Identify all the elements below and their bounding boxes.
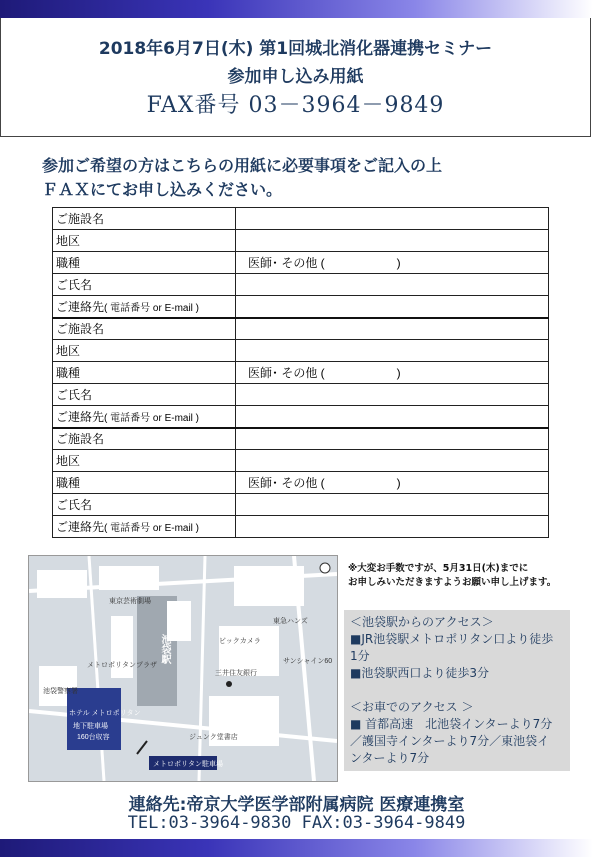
station-access-item: ■JR池袋駅メトロポリタン口より徒歩 <box>350 632 554 646</box>
contact-field[interactable] <box>236 406 549 428</box>
form-row <box>53 252 549 274</box>
registration-form <box>52 207 549 538</box>
form-row <box>53 494 549 516</box>
region-field[interactable] <box>236 450 549 472</box>
facility-field[interactable] <box>236 318 549 340</box>
contact-label-note: ( 電話番号 or E-mail ) <box>104 412 200 424</box>
form-row <box>53 516 549 538</box>
deadline-note <box>348 562 586 590</box>
form-row <box>53 428 549 450</box>
bic-camera-label: ビックカメラ <box>219 638 261 645</box>
contact-office: 連絡先:帝京大学医学部附属病院 医療連携室 <box>128 795 465 815</box>
occupation-options: 医師･ その他 ( ) <box>248 476 401 490</box>
form-row <box>53 340 549 362</box>
facility-label: ご施設名 <box>53 428 236 450</box>
name-field[interactable] <box>236 494 549 516</box>
form-title: 参加申し込み用紙 <box>227 67 364 87</box>
facility-field[interactable] <box>236 208 549 230</box>
contact-field[interactable] <box>236 296 549 318</box>
station-label: 池袋駅 <box>159 634 170 664</box>
form-row <box>53 296 549 318</box>
contact-label-note: ( 電話番号 or E-mail ) <box>104 302 200 314</box>
deadline-note-line-2: お申しみいただきますようお願い申し上げます。 <box>348 577 557 588</box>
occupation-label: 職種 <box>53 362 236 384</box>
instructions-line-2: ＦＡＸにてお申し込みください。 <box>42 180 283 199</box>
occupation-options: 医師･ その他 ( ) <box>248 256 401 270</box>
spacer <box>350 682 564 699</box>
occupation-field[interactable] <box>236 472 549 494</box>
bank-label: 三井住友銀行 <box>215 670 257 677</box>
access-map <box>28 555 338 782</box>
station-access-item: ■池袋駅西口より徒歩3分 <box>350 666 489 680</box>
region-label: 地区 <box>53 450 236 472</box>
form-row <box>53 472 549 494</box>
location-marker-icon <box>226 681 232 687</box>
event-title: 2018年6月7日(木) 第1回城北消化器連携セミナー <box>98 39 493 59</box>
parking-capacity: 160台収容 <box>77 734 110 741</box>
sunshine60-label: サンシャイン60 <box>283 658 333 665</box>
facility-label: ご施設名 <box>53 208 236 230</box>
name-label: ご氏名 <box>53 274 236 296</box>
car-access-item: ンターより7分 <box>350 751 430 765</box>
map-drawing <box>29 556 337 781</box>
north-icon <box>320 563 330 573</box>
occupation-label: 職種 <box>53 252 236 274</box>
form-row <box>53 208 549 230</box>
contact-label <box>53 296 236 318</box>
facility-label: ご施設名 <box>53 318 236 340</box>
car-access-item: ／護国寺インターより7分／東池袋イ <box>350 734 550 748</box>
form-row <box>53 450 549 472</box>
instructions-line-1: 参加ご希望の方はこちらの用紙に必要事項をご記入の上 <box>42 156 443 175</box>
access-info <box>344 610 570 771</box>
occupation-field[interactable] <box>236 362 549 384</box>
deadline-note-line-1: ※大変お手数ですが、5月31日(木)までに <box>348 563 529 574</box>
tokyu-hands-label: 東急ハンズ <box>273 618 308 625</box>
car-access-title: ＜お車でのアクセス ＞ <box>350 700 474 714</box>
bottom-gradient-bar <box>0 839 593 857</box>
form-row <box>53 274 549 296</box>
facility-field[interactable] <box>236 428 549 450</box>
contact-label-text: ご連絡先 <box>56 299 105 314</box>
police-label: 池袋警察署 <box>43 688 78 695</box>
form-row <box>53 230 549 252</box>
contact-label <box>53 516 236 538</box>
station-access-item: 1分 <box>350 649 370 663</box>
contact-phones: TEL:03-3964-9830 FAX:03-3964-9849 <box>127 813 466 833</box>
contact-label <box>53 406 236 428</box>
instructions <box>42 154 442 202</box>
map-block <box>37 570 87 598</box>
contact-label-note: ( 電話番号 or E-mail ) <box>104 523 200 534</box>
region-label: 地区 <box>53 230 236 252</box>
parking-name: メトロポリタン駐車場 <box>153 761 223 768</box>
name-label: ご氏名 <box>53 494 236 516</box>
name-field[interactable] <box>236 384 549 406</box>
contact-field[interactable] <box>236 516 549 538</box>
occupation-field[interactable] <box>236 252 549 274</box>
form-row <box>53 318 549 340</box>
occupation-options: 医師･ その他 ( ) <box>248 366 401 380</box>
parking-label: 地下駐車場 <box>73 723 108 730</box>
form-row <box>53 384 549 406</box>
form-row <box>53 406 549 428</box>
occupation-label: 職種 <box>53 472 236 494</box>
form-row <box>53 362 549 384</box>
hotel-label: ホテル メトロポリタン <box>69 710 141 717</box>
header-box <box>0 18 591 137</box>
contact-label-text: ご連絡先 <box>56 520 105 534</box>
name-label: ご氏名 <box>53 384 236 406</box>
metropolitan-plaza-label: メトロポリタンプラザ <box>87 662 157 669</box>
contact-label-text: ご連絡先 <box>56 409 105 424</box>
fax-number: FAX番号 03－3964－9849 <box>146 93 445 118</box>
junkudo-label: ジュンク堂書店 <box>189 734 238 741</box>
theatre-label: 東京芸術劇場 <box>109 598 151 605</box>
region-label: 地区 <box>53 340 236 362</box>
top-gradient-bar <box>0 0 593 18</box>
car-access-item: ■ 首都高速 北池袋インターより7分 <box>350 717 553 731</box>
station-access-title: ＜池袋駅からのアクセス＞ <box>350 615 494 629</box>
name-field[interactable] <box>236 274 549 296</box>
region-field[interactable] <box>236 340 549 362</box>
region-field[interactable] <box>236 230 549 252</box>
